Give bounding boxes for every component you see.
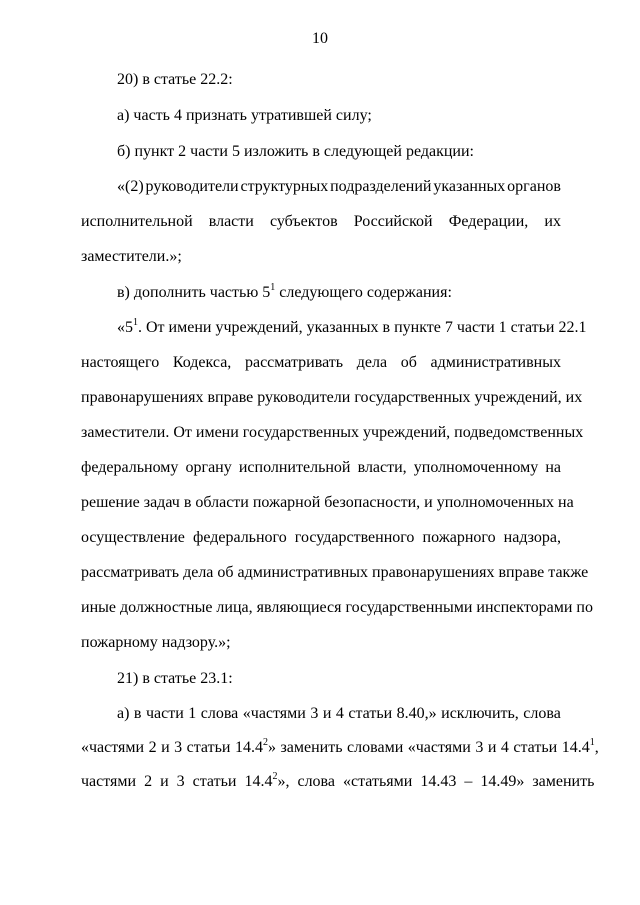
page-number: 10 — [312, 30, 328, 47]
word: власти — [208, 213, 254, 230]
text: «5 — [117, 319, 133, 336]
superscript: 1 — [133, 316, 138, 328]
word: и — [322, 705, 332, 722]
word: настоящего — [81, 354, 160, 371]
word: об — [400, 354, 417, 371]
text: следующего содержания: — [275, 284, 452, 301]
word: государственного — [294, 529, 415, 546]
word: «(2) — [117, 178, 144, 195]
word: дела — [356, 354, 388, 371]
word: указанных — [433, 178, 506, 195]
word: в — [133, 705, 142, 722]
word: пожарного — [422, 529, 496, 546]
quote2-line10: пожарному надзору.»; — [81, 634, 231, 651]
word: 1 — [188, 705, 197, 722]
word: федеральному — [81, 459, 179, 476]
word: органов — [507, 178, 561, 195]
quote1-line1 — [117, 177, 561, 197]
quote2-line3: правонарушениях вправе руководители государственных учреждений, их — [81, 389, 583, 406]
word: подразделений — [330, 178, 432, 195]
text: в) дополнить частью 5 — [117, 284, 271, 301]
quote2-line9: иные должностные лица, являющиеся государственными инспекторами по — [81, 599, 593, 616]
paragraph-21a-line2 — [81, 738, 599, 758]
quote2-line4: заместители. От имени государственных учреждений, подведомственных — [81, 424, 584, 441]
text: «частями 2 и 3 статьи 14.4 — [81, 739, 263, 756]
word: «частями — [242, 705, 306, 722]
word: а) — [117, 705, 130, 722]
quote1-line3: заместители.»; — [81, 248, 182, 265]
word: на — [545, 459, 561, 476]
superscript: 2 — [262, 736, 268, 748]
word: исключить, — [441, 705, 519, 722]
quote1-line2 — [81, 212, 561, 232]
word: исполнительной — [81, 213, 193, 230]
word: исполнительной — [238, 459, 351, 476]
word: власти, — [357, 459, 407, 476]
quote2-line7 — [81, 528, 561, 548]
text: » заменить словами «частями 3 и 4 статьи 14.4 — [267, 739, 590, 756]
word: уполномоченному — [413, 459, 539, 476]
word: субъектов — [269, 213, 338, 230]
word: руководители — [145, 178, 239, 195]
word: Кодекса, — [172, 354, 232, 371]
word: 8.40,» — [396, 705, 437, 722]
quote2-line1 — [117, 316, 587, 338]
paragraph-20b: б) пункт 2 части 5 изложить в следующей редакции: — [117, 143, 474, 160]
word: 4 — [335, 705, 344, 722]
word: рассматривать — [244, 354, 344, 371]
paragraph-20a: а) часть 4 признать утратившей силу; — [117, 107, 372, 124]
paragraph-21: 21) в статье 23.1: — [117, 670, 233, 687]
quote2-line6: решение задач в области пожарной безопасности, и уполномоченных на — [81, 494, 574, 511]
superscript: 1 — [589, 736, 595, 748]
word: слова — [523, 705, 561, 722]
text: частями 2 и 3 статьи 14.4 — [81, 773, 273, 790]
word: осуществление — [81, 529, 185, 546]
paragraph-20c — [117, 283, 452, 303]
word: 3 — [310, 705, 319, 722]
word: слова — [200, 705, 239, 722]
superscript: 1 — [270, 281, 276, 293]
word: федерального — [192, 529, 287, 546]
paragraph-21a-line1 — [117, 704, 561, 724]
quote2-line2 — [81, 353, 561, 373]
word: структурных — [240, 178, 329, 195]
text: . От имени учреждений, указанных в пункте 7 части 1 статьи 22.1 — [138, 319, 587, 336]
text: , — [594, 739, 599, 756]
word: Федерации, — [448, 213, 529, 230]
word: административных — [430, 354, 561, 371]
quote2-line5 — [81, 458, 561, 478]
quote2-line8: рассматривать дела об административных правонарушениях вправе также — [81, 564, 589, 581]
word: их — [544, 213, 561, 230]
superscript: 2 — [272, 770, 278, 782]
word: надзора, — [503, 529, 561, 546]
word: статьи — [348, 705, 393, 722]
word: части — [145, 705, 184, 722]
word: Российской — [353, 213, 433, 230]
paragraph-20: 20) в статье 22.2: — [117, 71, 233, 88]
paragraph-21a-line3 — [81, 772, 594, 792]
text: », слова «статьями 14.43 – 14.49» заменить — [277, 773, 595, 790]
word: органу — [185, 459, 232, 476]
